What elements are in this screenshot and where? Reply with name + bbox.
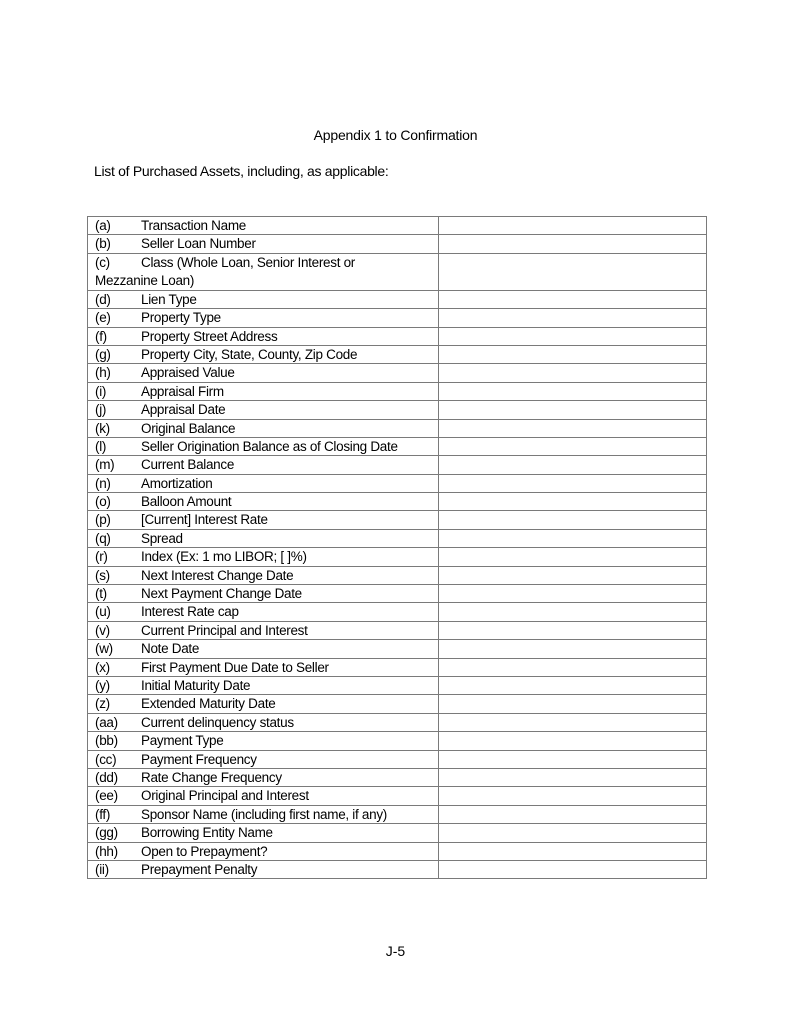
row-code: (l) (95, 438, 107, 454)
row-value-cell (439, 327, 707, 345)
table-row (88, 493, 707, 511)
row-label: Sponsor Name (including first name, if any) (141, 806, 387, 822)
row-label: Current Balance (141, 457, 235, 473)
row-code: (a) (95, 218, 111, 233)
table-row (88, 732, 707, 750)
table-row (88, 456, 707, 474)
row-label-cell (88, 290, 439, 308)
row-label: Borrowing Entity Name (141, 825, 273, 841)
row-label-cell (88, 805, 439, 823)
table-row (88, 548, 707, 566)
row-value-cell (439, 456, 707, 474)
row-code: (g) (95, 346, 111, 362)
table-row (88, 713, 707, 731)
row-value-cell (439, 548, 707, 566)
row-label: Current delinquency status (141, 714, 294, 730)
row-label-cell (88, 695, 439, 713)
row-label-cell (88, 585, 439, 603)
row-label: Payment Frequency (141, 751, 257, 767)
row-label: Interest Rate cap (141, 604, 239, 620)
row-label: Original Balance (141, 420, 236, 436)
row-code: (j) (95, 402, 107, 418)
table-row (88, 382, 707, 400)
row-code: (h) (95, 365, 111, 381)
row-label-cell (88, 566, 439, 584)
row-value-cell (439, 603, 707, 621)
row-label: Original Principal and Interest (141, 788, 309, 804)
row-value-cell (439, 345, 707, 363)
row-value-cell (439, 695, 707, 713)
row-label: [Current] Interest Rate (141, 512, 268, 528)
table-row (88, 327, 707, 345)
row-code: (bb) (95, 733, 118, 749)
row-label-cell (88, 253, 439, 290)
table-row (88, 364, 707, 382)
row-value-cell (439, 566, 707, 584)
row-label: Index (Ex: 1 mo LIBOR; [ ]%) (141, 549, 307, 565)
table-row (88, 787, 707, 805)
row-value-cell (439, 419, 707, 437)
row-code: (hh) (95, 843, 118, 859)
row-label: Next Interest Change Date (141, 567, 294, 583)
row-code: (u) (95, 604, 111, 620)
row-value-cell (439, 640, 707, 658)
row-label: Appraisal Firm (141, 383, 224, 399)
row-label-cell (88, 345, 439, 363)
row-label: Class (Whole Loan, Senior Interest or Mezzanine Loan) (95, 254, 356, 288)
row-value-cell (439, 824, 707, 842)
row-label-cell (88, 842, 439, 860)
row-value-cell (439, 235, 707, 253)
row-label-cell (88, 364, 439, 382)
row-label-cell (88, 456, 439, 474)
row-label: Note Date (141, 641, 200, 657)
row-label-cell (88, 474, 439, 492)
row-value-cell (439, 750, 707, 768)
row-label: Spread (141, 530, 183, 546)
row-code: (dd) (95, 769, 118, 785)
table-row (88, 217, 707, 235)
row-label-cell (88, 419, 439, 437)
table-row (88, 603, 707, 621)
table-row (88, 585, 707, 603)
row-value-cell (439, 621, 707, 639)
row-label-cell (88, 824, 439, 842)
table-row (88, 529, 707, 547)
row-label: Transaction Name (141, 218, 246, 233)
row-code: (gg) (95, 825, 118, 841)
row-label-cell (88, 401, 439, 419)
page-number: J-5 (385, 943, 406, 959)
row-label: Payment Type (141, 733, 224, 749)
row-label-cell (88, 640, 439, 658)
purchased-assets-table (87, 216, 707, 879)
row-value-cell (439, 474, 707, 492)
row-value-cell (439, 217, 707, 235)
row-label: Property City, State, County, Zip Code (141, 346, 358, 362)
row-code: (b) (95, 236, 111, 252)
row-code: (ff) (95, 806, 111, 822)
row-code: (p) (95, 512, 111, 528)
table-row (88, 621, 707, 639)
row-value-cell (439, 401, 707, 419)
row-label-cell (88, 327, 439, 345)
row-code: (ee) (95, 788, 118, 804)
row-label-cell (88, 529, 439, 547)
row-code: (o) (95, 494, 111, 510)
row-label-cell (88, 437, 439, 455)
row-code: (n) (95, 475, 111, 491)
row-code: (s) (95, 567, 110, 583)
row-value-cell (439, 585, 707, 603)
table-row (88, 842, 707, 860)
row-value-cell (439, 382, 707, 400)
row-value-cell (439, 529, 707, 547)
row-value-cell (439, 493, 707, 511)
row-label: Extended Maturity Date (141, 696, 276, 712)
row-value-cell (439, 768, 707, 786)
row-value-cell (439, 732, 707, 750)
row-label: Seller Origination Balance as of Closing Date (141, 438, 398, 454)
row-code: (t) (95, 586, 107, 602)
row-value-cell (439, 860, 707, 878)
table-row (88, 658, 707, 676)
row-label-cell (88, 511, 439, 529)
row-code: (f) (95, 328, 107, 344)
row-code: (cc) (95, 751, 117, 767)
table-row (88, 437, 707, 455)
table-row (88, 640, 707, 658)
row-label: Lien Type (141, 291, 197, 307)
row-code: (z) (95, 696, 110, 712)
row-label-cell (88, 787, 439, 805)
row-label: Balloon Amount (141, 494, 232, 510)
row-code: (r) (95, 549, 108, 565)
row-code: (i) (95, 383, 107, 399)
row-value-cell (439, 713, 707, 731)
row-label-cell (88, 713, 439, 731)
row-value-cell (439, 805, 707, 823)
row-value-cell (439, 364, 707, 382)
row-label: Amortization (141, 475, 213, 491)
row-value-cell (439, 842, 707, 860)
table-row (88, 750, 707, 768)
row-label-cell (88, 548, 439, 566)
row-value-cell (439, 511, 707, 529)
row-label: Current Principal and Interest (141, 622, 308, 638)
row-code: (y) (95, 677, 110, 693)
row-label-cell (88, 309, 439, 327)
row-label: First Payment Due Date to Seller (141, 659, 329, 675)
row-value-cell (439, 309, 707, 327)
table-row (88, 768, 707, 786)
table-row (88, 695, 707, 713)
row-label: Appraisal Date (141, 402, 226, 418)
row-value-cell (439, 290, 707, 308)
intro-text: List of Purchased Assets, including, as applicable: (94, 163, 389, 179)
row-value-cell (439, 658, 707, 676)
table-row (88, 566, 707, 584)
row-label-cell (88, 658, 439, 676)
row-value-cell (439, 253, 707, 290)
row-label: Property Street Address (141, 328, 278, 344)
row-label-cell (88, 217, 439, 235)
row-label-cell (88, 768, 439, 786)
table-row (88, 345, 707, 363)
page-title: Appendix 1 to Confirmation (313, 127, 478, 143)
row-code: (e) (95, 310, 111, 326)
row-label-cell (88, 750, 439, 768)
row-label-cell (88, 603, 439, 621)
row-code: (aa) (95, 714, 118, 730)
table-row (88, 419, 707, 437)
row-value-cell (439, 676, 707, 694)
table-body (88, 217, 707, 879)
row-label: Property Type (141, 310, 221, 326)
row-label-cell (88, 235, 439, 253)
row-code: (ii) (95, 861, 109, 877)
table-row (88, 676, 707, 694)
row-label: Open to Prepayment? (141, 843, 268, 859)
row-code: (c) (95, 254, 110, 270)
row-label-cell (88, 621, 439, 639)
row-label-cell (88, 676, 439, 694)
table-row (88, 401, 707, 419)
row-label-cell (88, 382, 439, 400)
row-code: (v) (95, 622, 110, 638)
table-row (88, 805, 707, 823)
row-code: (q) (95, 530, 111, 546)
table-row (88, 290, 707, 308)
row-label: Next Payment Change Date (141, 586, 302, 602)
row-code: (w) (95, 641, 113, 657)
table-row (88, 511, 707, 529)
table-row (88, 253, 707, 290)
table-row (88, 824, 707, 842)
row-label-cell (88, 493, 439, 511)
table-row (88, 309, 707, 327)
row-code: (k) (95, 420, 110, 436)
table-row (88, 474, 707, 492)
row-label-cell (88, 860, 439, 878)
row-label: Prepayment Penalty (141, 861, 258, 877)
row-code: (x) (95, 659, 110, 675)
table-row (88, 235, 707, 253)
row-label: Rate Change Frequency (141, 769, 282, 785)
row-value-cell (439, 787, 707, 805)
row-code: (d) (95, 291, 111, 307)
row-label-cell (88, 732, 439, 750)
row-label: Appraised Value (141, 365, 235, 381)
row-label: Seller Loan Number (141, 236, 256, 252)
row-label: Initial Maturity Date (141, 677, 251, 693)
table-row (88, 860, 707, 878)
row-value-cell (439, 437, 707, 455)
row-code: (m) (95, 457, 115, 473)
